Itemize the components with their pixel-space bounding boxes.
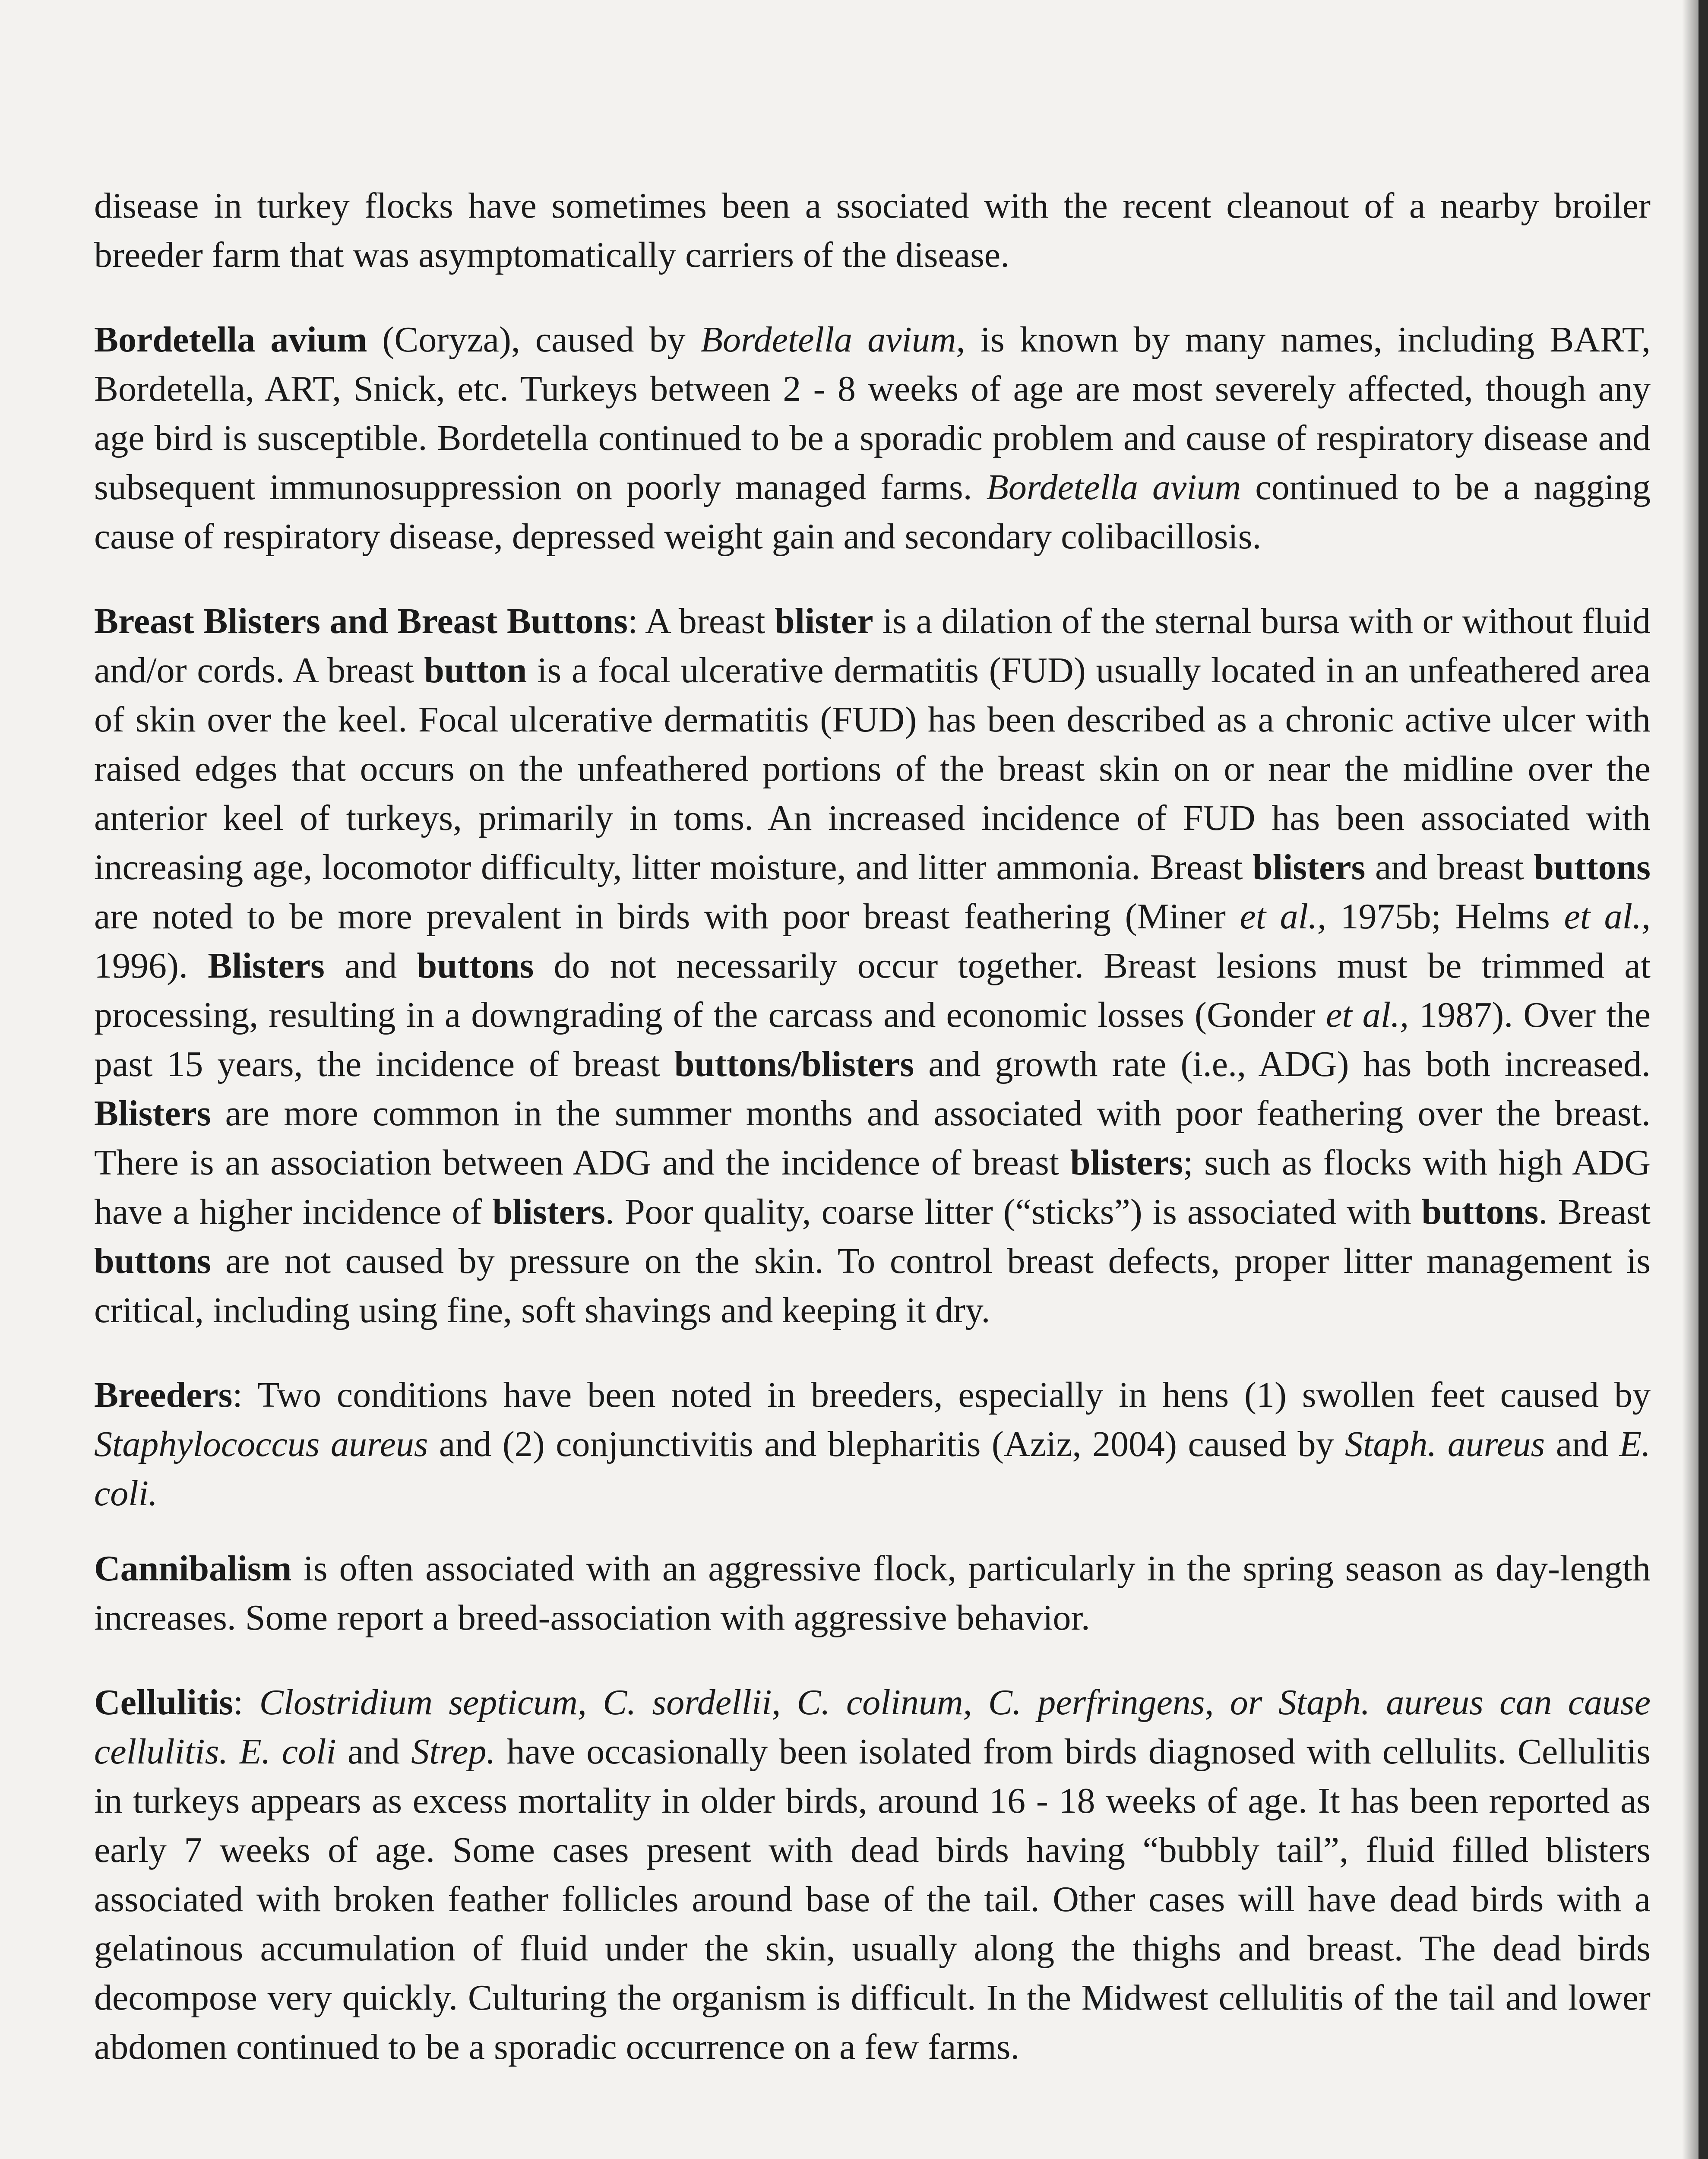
bold-term: buttons xyxy=(94,1241,211,1281)
paragraph-breast-blisters xyxy=(94,597,1651,1335)
bold-term: button xyxy=(424,650,527,690)
text: have occasionally been isolated from birds diagnosed with cellulits. Cellulitis in turkeys appears as excess mortality in older birds, around 16 - 18 weeks of age. It has been reported as early 7 weeks of age. Some cases present with dead birds having “bubbly tail”, fluid filled blisters associated with broken feather follicles around base of the tail. Other cases will have dead birds with a gelatinous accumulation of fluid under the skin, usually along the thighs and breast. The dead birds decompose very quickly. Culturing the organism is difficult. In the Midwest cellulitis of the tail and lower abdomen continued to be a sporadic occurrence on a few farms. xyxy=(94,1732,1651,2067)
bold-term: blisters xyxy=(1253,847,1366,887)
paragraph-intro xyxy=(94,181,1651,280)
text: and xyxy=(336,1732,411,1772)
paragraph-cannibalism xyxy=(94,1544,1651,1643)
text: is known by many names, including BART, Bordetella, ART, Snick, etc. Turkeys between 2 - 8 weeks of age are most severely affected, though any age bird is susceptible. Bordetella continued to be a sporadic problem and cause of respiratory disease and subsequent immunosuppression on poorly managed farms. xyxy=(94,320,1651,507)
bold-term: blister xyxy=(774,601,873,641)
text: 1996). xyxy=(94,946,208,986)
text: and growth rate (i.e., ADG) has both increased. xyxy=(914,1044,1651,1084)
text: : Two conditions have been noted in breeders, especially in hens (1) swollen feet caused by xyxy=(232,1375,1651,1415)
bold-term: buttons/blisters xyxy=(674,1044,914,1084)
bold-term: buttons xyxy=(417,946,534,986)
text: and xyxy=(324,946,417,986)
italic-text: Staphylococcus aureus xyxy=(94,1424,428,1464)
italic-text: Bordetella avium xyxy=(986,467,1241,507)
italic-text: et al., xyxy=(1564,896,1651,937)
text: 1987). Over the past 15 years, the incidence of breast xyxy=(94,995,1651,1084)
section-heading-breeders: Breeders xyxy=(94,1375,233,1415)
text: and breast xyxy=(1365,847,1534,887)
text: are more common in the summer months and associated with poor feathering over the breast. There is an association between ADG and the incidence of breast xyxy=(94,1093,1651,1183)
text: are noted to be more prevalent in birds with poor breast feathering (Miner xyxy=(94,896,1240,937)
italic-text: Clostridium septicum, C. sordellii, C. colinum, C. perfringens, or Staph. aureus can cause cellulitis. E. coli xyxy=(94,1682,1651,1772)
paragraph-bordetella xyxy=(94,315,1651,561)
text: (Coryza), caused by xyxy=(367,320,701,360)
page-binding-edge xyxy=(1699,0,1708,2159)
italic-text: E. coli. xyxy=(94,1424,1651,1513)
text: . Poor quality, coarse litter (“sticks”) is associated with xyxy=(605,1192,1422,1232)
text: 1975b; Helms xyxy=(1326,896,1564,937)
paragraph-breeders xyxy=(94,1371,1651,1518)
text: ; such as flocks with high ADG have a higher incidence of xyxy=(94,1143,1651,1232)
bold-term: buttons xyxy=(1534,847,1651,887)
bold-term: Blisters xyxy=(94,1093,211,1133)
text: is a dilation of the sternal bursa with or without fluid and/or cords. A breast xyxy=(94,601,1651,690)
italic-text: Bordetella avium, xyxy=(700,320,965,360)
text: : A breast xyxy=(627,601,775,641)
bold-term: Blisters xyxy=(208,946,325,986)
text: is a focal ulcerative dermatitis (FUD) usually located in an unfeathered area of skin over the keel. Focal ulcerative dermatitis (FUD) has been described as a chronic active ulcer with raised edges that occurs on the unfeathered portions of the breast skin on or near the midline over the anterior keel of turkeys, primarily in toms. An increased incidence of FUD has been associated with increasing age, locomotor difficulty, litter moisture, and litter ammonia. Breast xyxy=(94,650,1651,887)
document-body xyxy=(94,181,1651,2107)
text: is often associated with an aggressive flock, particularly in the spring season as day-length increases. Some report a breed-association with aggressive behavior. xyxy=(94,1548,1651,1638)
italic-text: et al., xyxy=(1240,896,1327,937)
text: . Breast xyxy=(1538,1192,1651,1232)
italic-text: Staph. aureus xyxy=(1344,1424,1545,1464)
bold-term: blisters xyxy=(492,1192,605,1232)
italic-text: Strep. xyxy=(411,1732,496,1772)
bold-term: buttons xyxy=(1421,1192,1539,1232)
section-heading-bordetella: Bordetella avium xyxy=(94,320,367,360)
text: continued to be a nagging cause of respiratory disease, depressed weight gain and secondary colibacillosis. xyxy=(94,467,1651,557)
section-heading-cannibalism: Cannibalism xyxy=(94,1548,292,1589)
text: are not caused by pressure on the skin. To control breast defects, proper litter management is critical, including using fine, soft shavings and keeping it dry. xyxy=(94,1241,1651,1330)
text: : xyxy=(233,1682,259,1722)
text: disease in turkey flocks have sometimes been a ssociated with the recent cleanout of a nearby broiler breeder farm that was asymptomatically carriers of the disease. xyxy=(94,186,1651,275)
paragraph-cellulitis xyxy=(94,1678,1651,2072)
section-heading-cellulitis: Cellulitis xyxy=(94,1682,234,1722)
text: and xyxy=(1545,1424,1619,1464)
text: do not necessarily occur together. Breast lesions must be trimmed at processing, resulting in a downgrading of the carcass and economic losses (Gonder xyxy=(94,946,1651,1035)
bold-term: blisters xyxy=(1070,1143,1183,1183)
section-heading-breast-blisters: Breast Blisters and Breast Buttons xyxy=(94,601,628,641)
text: and (2) conjunctivitis and blepharitis (Aziz, 2004) caused by xyxy=(428,1424,1345,1464)
italic-text: et al., xyxy=(1326,995,1409,1035)
